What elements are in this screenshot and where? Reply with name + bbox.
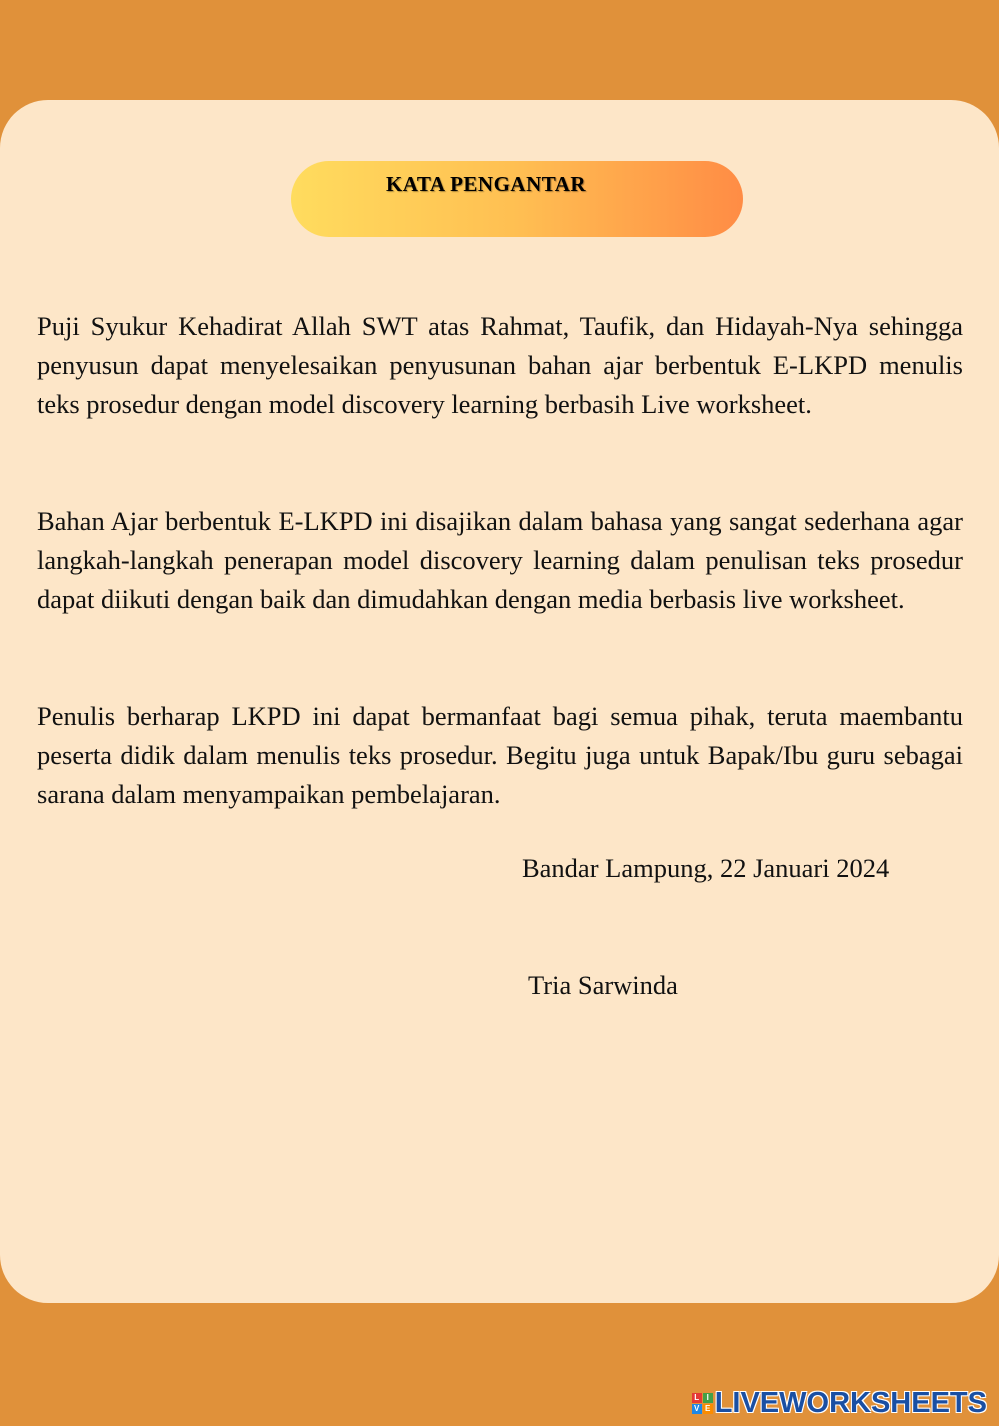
logo-letter-v: V	[692, 1404, 702, 1414]
paragraph-2: Bahan Ajar berbentuk E-LKPD ini disajikan dalam bahasa yang sangat sederhana agar langkah-langkah penerapan model discovery learning dalam penulisan teks prosedur dapat diikuti dengan baik dan dimudahkan dengan media berbasis live worksheet.	[37, 506, 963, 614]
paragraph-3: Penulis berharap LKPD ini dapat bermanfaat bagi semua pihak, teruta maembantu peserta didik dalam menulis teks prosedur. Begitu juga untuk Bapak/Ibu guru sebagai sarana dalam menyampaikan pembelajaran.	[37, 701, 963, 809]
author-name: Tria Sarwinda	[528, 970, 678, 1000]
logo-letter-i: I	[703, 1393, 713, 1403]
watermark-text: LIVEWORKSHEETS	[714, 1387, 987, 1419]
logo-letter-l: L	[692, 1393, 702, 1403]
place-date: Bandar Lampung, 22 Januari 2024	[522, 853, 890, 883]
liveworksheets-watermark	[692, 1387, 987, 1420]
page-title: KATA PENGANTAR	[385, 172, 587, 196]
liveworksheets-logo-icon	[692, 1393, 713, 1414]
logo-letter-e: E	[703, 1404, 713, 1414]
paragraph-1: Puji Syukur Kehadirat Allah SWT atas Rahmat, Taufik, dan Hidayah-Nya sehingga penyusun dapat menyelesaikan penyusunan bahan ajar berbentuk E-LKPD menulis teks prosedur dengan model discovery learning berbasih Live worksheet.	[37, 311, 963, 419]
